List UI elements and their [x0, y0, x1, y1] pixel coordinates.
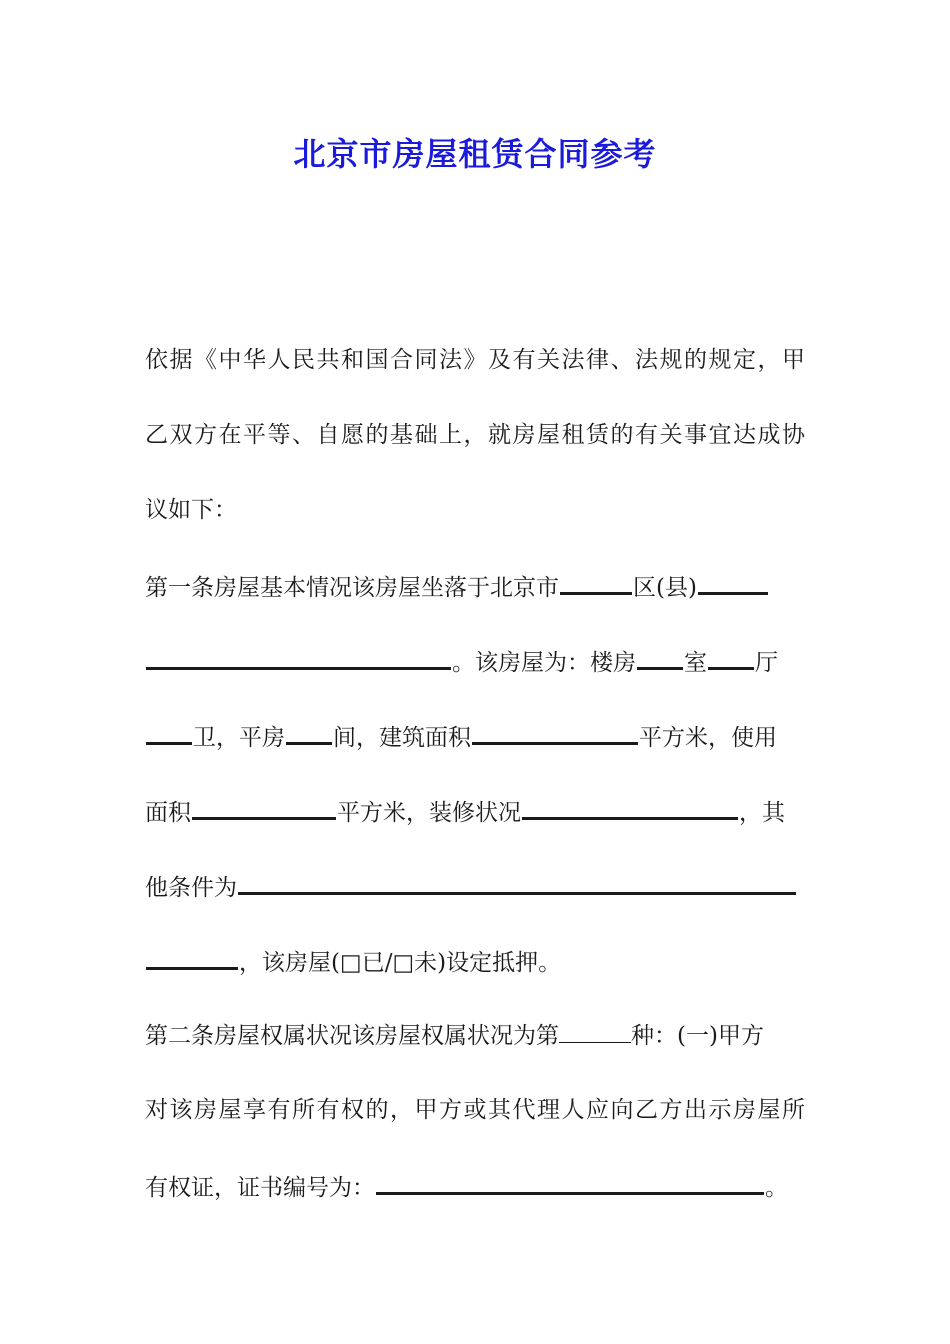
intro-line-1	[145, 337, 805, 412]
certificate-number-blank[interactable]	[376, 1162, 764, 1195]
article1-text-3b: 间，建筑面积	[333, 725, 471, 751]
article1-line-3	[145, 712, 805, 787]
intro-text-2: 乙双方在平等、自愿的基础上，就房屋租赁的有关事宜达成协	[145, 422, 805, 448]
building-area-blank[interactable]	[472, 712, 638, 745]
county-blank[interactable]	[698, 562, 768, 595]
bungalow-rooms-blank[interactable]	[286, 712, 332, 745]
article1-text-1a: 第一条房屋基本情况该房屋坐落于北京市	[145, 575, 559, 601]
article2-line-1	[145, 1012, 805, 1087]
article1-text-1b: 区(县)	[633, 575, 697, 601]
article1-text-4b: 平方米，装修状况	[337, 800, 521, 826]
usable-area-blank[interactable]	[192, 787, 336, 820]
other-conditions-blank-2[interactable]	[146, 937, 238, 970]
article1-line-4	[145, 787, 805, 862]
article1-text-3c: 平方米，使用	[639, 725, 777, 751]
article2-text-1b: 种：(一)甲方	[631, 1023, 764, 1049]
document-body	[145, 337, 805, 1237]
article1-text-2b: 室	[684, 650, 707, 676]
hall-count-blank[interactable]	[708, 637, 754, 670]
intro-line-2	[145, 412, 805, 487]
article1-text-2c: 厅	[755, 650, 778, 676]
article2-text-3b: 。	[765, 1175, 788, 1201]
room-count-blank[interactable]	[637, 637, 683, 670]
article1-text-5a: 他条件为	[145, 875, 237, 901]
document-title: 北京市房屋租赁合同参考	[293, 135, 657, 173]
article1-line-5	[145, 862, 805, 937]
article1-line-6	[145, 937, 805, 1012]
bath-count-blank[interactable]	[146, 712, 192, 745]
article2-line-3	[145, 1162, 805, 1237]
article1-line-1	[145, 562, 805, 637]
intro-text-3: 议如下：	[145, 497, 237, 523]
address-blank[interactable]	[146, 637, 451, 670]
article1-text-3a: 卫，平房	[193, 725, 285, 751]
decoration-blank[interactable]	[522, 787, 738, 820]
district-blank[interactable]	[560, 562, 632, 595]
article1-text-6a: ，该房屋(□已/□未)设定抵押。	[239, 950, 562, 976]
article2-text-3a: 有权证，证书编号为：	[145, 1175, 375, 1201]
article1-text-4a: 面积	[145, 800, 191, 826]
intro-text-1: 依据《中华人民共和国合同法》及有关法律、法规的规定，甲	[145, 347, 805, 373]
article2-text-2: 对该房屋享有所有权的，甲方或其代理人应向乙方出示房屋所	[145, 1097, 805, 1123]
intro-line-3	[145, 487, 805, 562]
article1-text-2a: 。该房屋为：楼房	[452, 650, 636, 676]
article1-line-2	[145, 637, 805, 712]
article2-text-1a: 第二条房屋权属状况该房屋权属状况为第	[145, 1023, 559, 1049]
article2-line-2	[145, 1087, 805, 1162]
ownership-type-blank[interactable]	[559, 1012, 631, 1043]
other-conditions-blank[interactable]	[238, 862, 796, 895]
article1-text-4c: ，其	[739, 800, 785, 826]
